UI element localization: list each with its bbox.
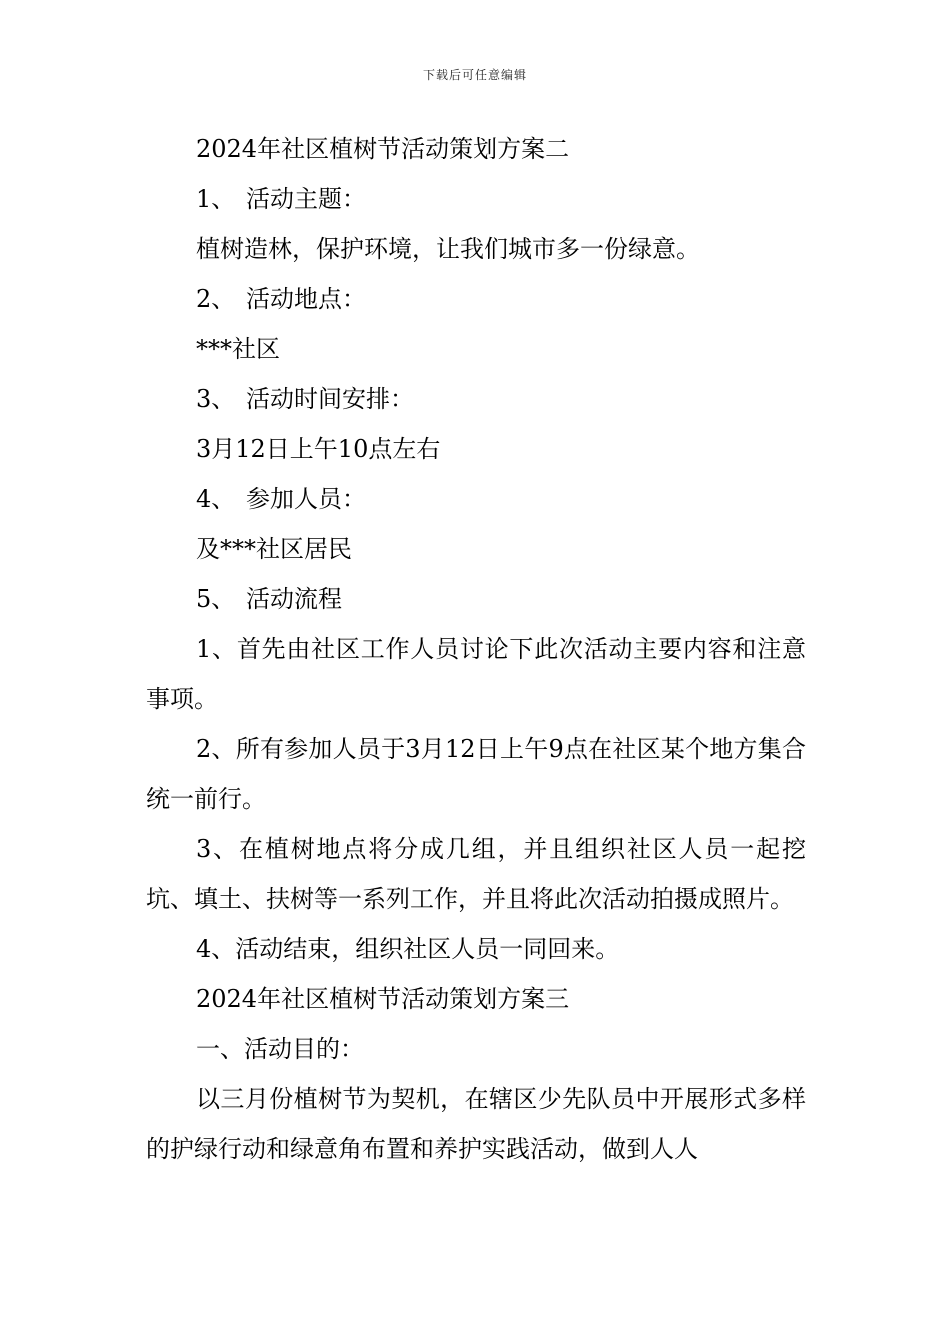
item-participants-heading (146, 474, 806, 524)
item-theme-heading (146, 174, 806, 224)
item-number: 1、 (196, 185, 236, 213)
page-header-note: 下载后可任意编辑 (422, 68, 527, 82)
item-number: 4、 (196, 485, 236, 513)
item-participants-body: 及***社区居民 (196, 535, 352, 563)
process-step-1: 1、首先由社区工作人员讨论下此次活动主要内容和注意事项。 (146, 635, 806, 713)
process-step-3: 3、在植树地点将分成几组，并且组织社区人员一起挖坑、填土、扶树等一系列工作，并且将此次活动拍摄成照片。 (146, 835, 806, 913)
process-step-4: 4、活动结束，组织社区人员一同回来。 (196, 935, 620, 963)
item-number: 5、 (196, 585, 236, 613)
item-label: 参加人员： (246, 485, 366, 513)
item-number: 2、 (196, 285, 236, 313)
process-step-2: 2、所有参加人员于3月12日上午9点在社区某个地方集合统一前行。 (146, 735, 806, 813)
document-body (146, 124, 806, 1174)
item-theme-body: 植树造林，保护环境，让我们城市多一份绿意。 (196, 235, 700, 263)
section-purpose-body: 以三月份植树节为契机，在辖区少先队员中开展形式多样的护绿行动和绿意角布置和养护实践活动，做到人人 (146, 1085, 806, 1163)
item-label: 活动时间安排： (246, 385, 414, 413)
item-location-body: ***社区 (196, 335, 280, 363)
item-location-heading (146, 274, 806, 324)
section-purpose-heading: 一、活动目的： (196, 1035, 364, 1063)
plan-two-title: 2024年社区植树节活动策划方案二 (196, 135, 570, 163)
item-label: 活动主题： (246, 185, 366, 213)
item-time-heading (146, 374, 806, 424)
item-label: 活动流程 (246, 585, 342, 613)
item-number: 3、 (196, 385, 236, 413)
item-process-heading (146, 574, 806, 624)
item-time-body: 3月12日上午10点左右 (196, 435, 441, 463)
plan-three-title: 2024年社区植树节活动策划方案三 (196, 985, 570, 1013)
item-label: 活动地点： (246, 285, 366, 313)
